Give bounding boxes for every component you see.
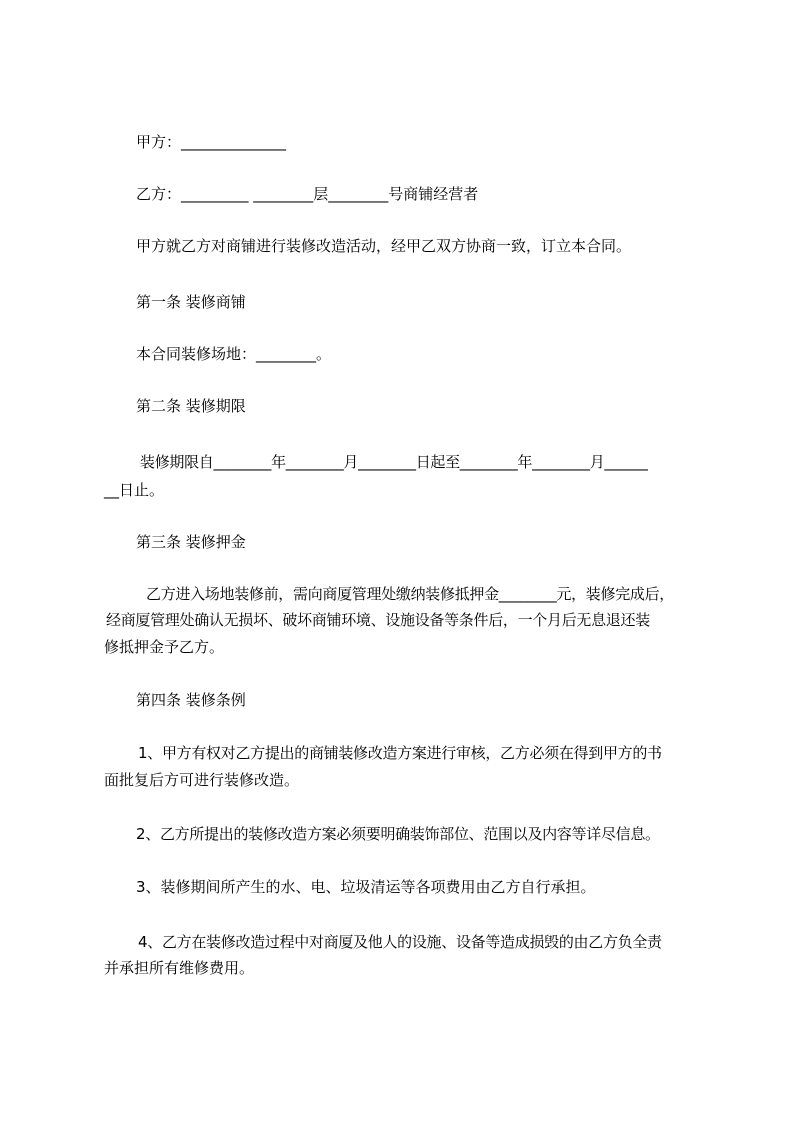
article2-body-line1: 装修期限自________年________月________日起至________年________月______ [140,453,648,471]
article3-body-line3: 修抵押金予乙方。 [104,638,225,656]
contract-intro: 甲方就乙方对商铺进行装修改造活动，经甲乙双方协商一致，订立本合同。 [136,237,632,255]
article4-item4-line2: 并承担所有维修费用。 [104,959,255,977]
article4-item1-line1: 1、甲方有权对乙方提出的商铺装修改造方案进行审核，乙方必须在得到甲方的书 [138,744,662,762]
article4-item4-line1: 4、乙方在装修改造过程中对商厦及他人的设施、设备等造成损毁的由乙方负全责 [138,933,662,951]
article4-item2: 2、乙方所提出的装修改造方案必须要明确装饰部位、范围以及内容等详尽信息。 [136,825,660,843]
article2-title: 第二条 装修期限 [136,397,246,415]
party-a-line: 甲方：______________ [136,133,287,151]
article2-body-line2: __日止。 [104,481,165,499]
article4-title: 第四条 装修条例 [136,691,246,709]
article1-title: 第一条 装修商铺 [136,293,246,311]
article1-body: 本合同装修场地：________。 [136,345,332,363]
article3-title: 第三条 装修押金 [136,533,246,551]
party-b-line: 乙方：_________ ________层________号商铺经营者 [136,185,479,203]
article4-item3: 3、装修期间所产生的水、电、垃圾清运等各项费用由乙方自行承担。 [136,878,596,896]
article4-item1-line2: 面批复后方可进行装修改造。 [104,771,300,789]
article3-body-line1: 乙方进入场地装修前，需向商厦管理处缴纳装修抵押金________元，装修完成后， [146,585,675,603]
article3-body-line2: 经商厦管理处确认无损坏、破坏商铺环境、设施设备等条件后，一个月后无息退还装 [106,611,650,629]
